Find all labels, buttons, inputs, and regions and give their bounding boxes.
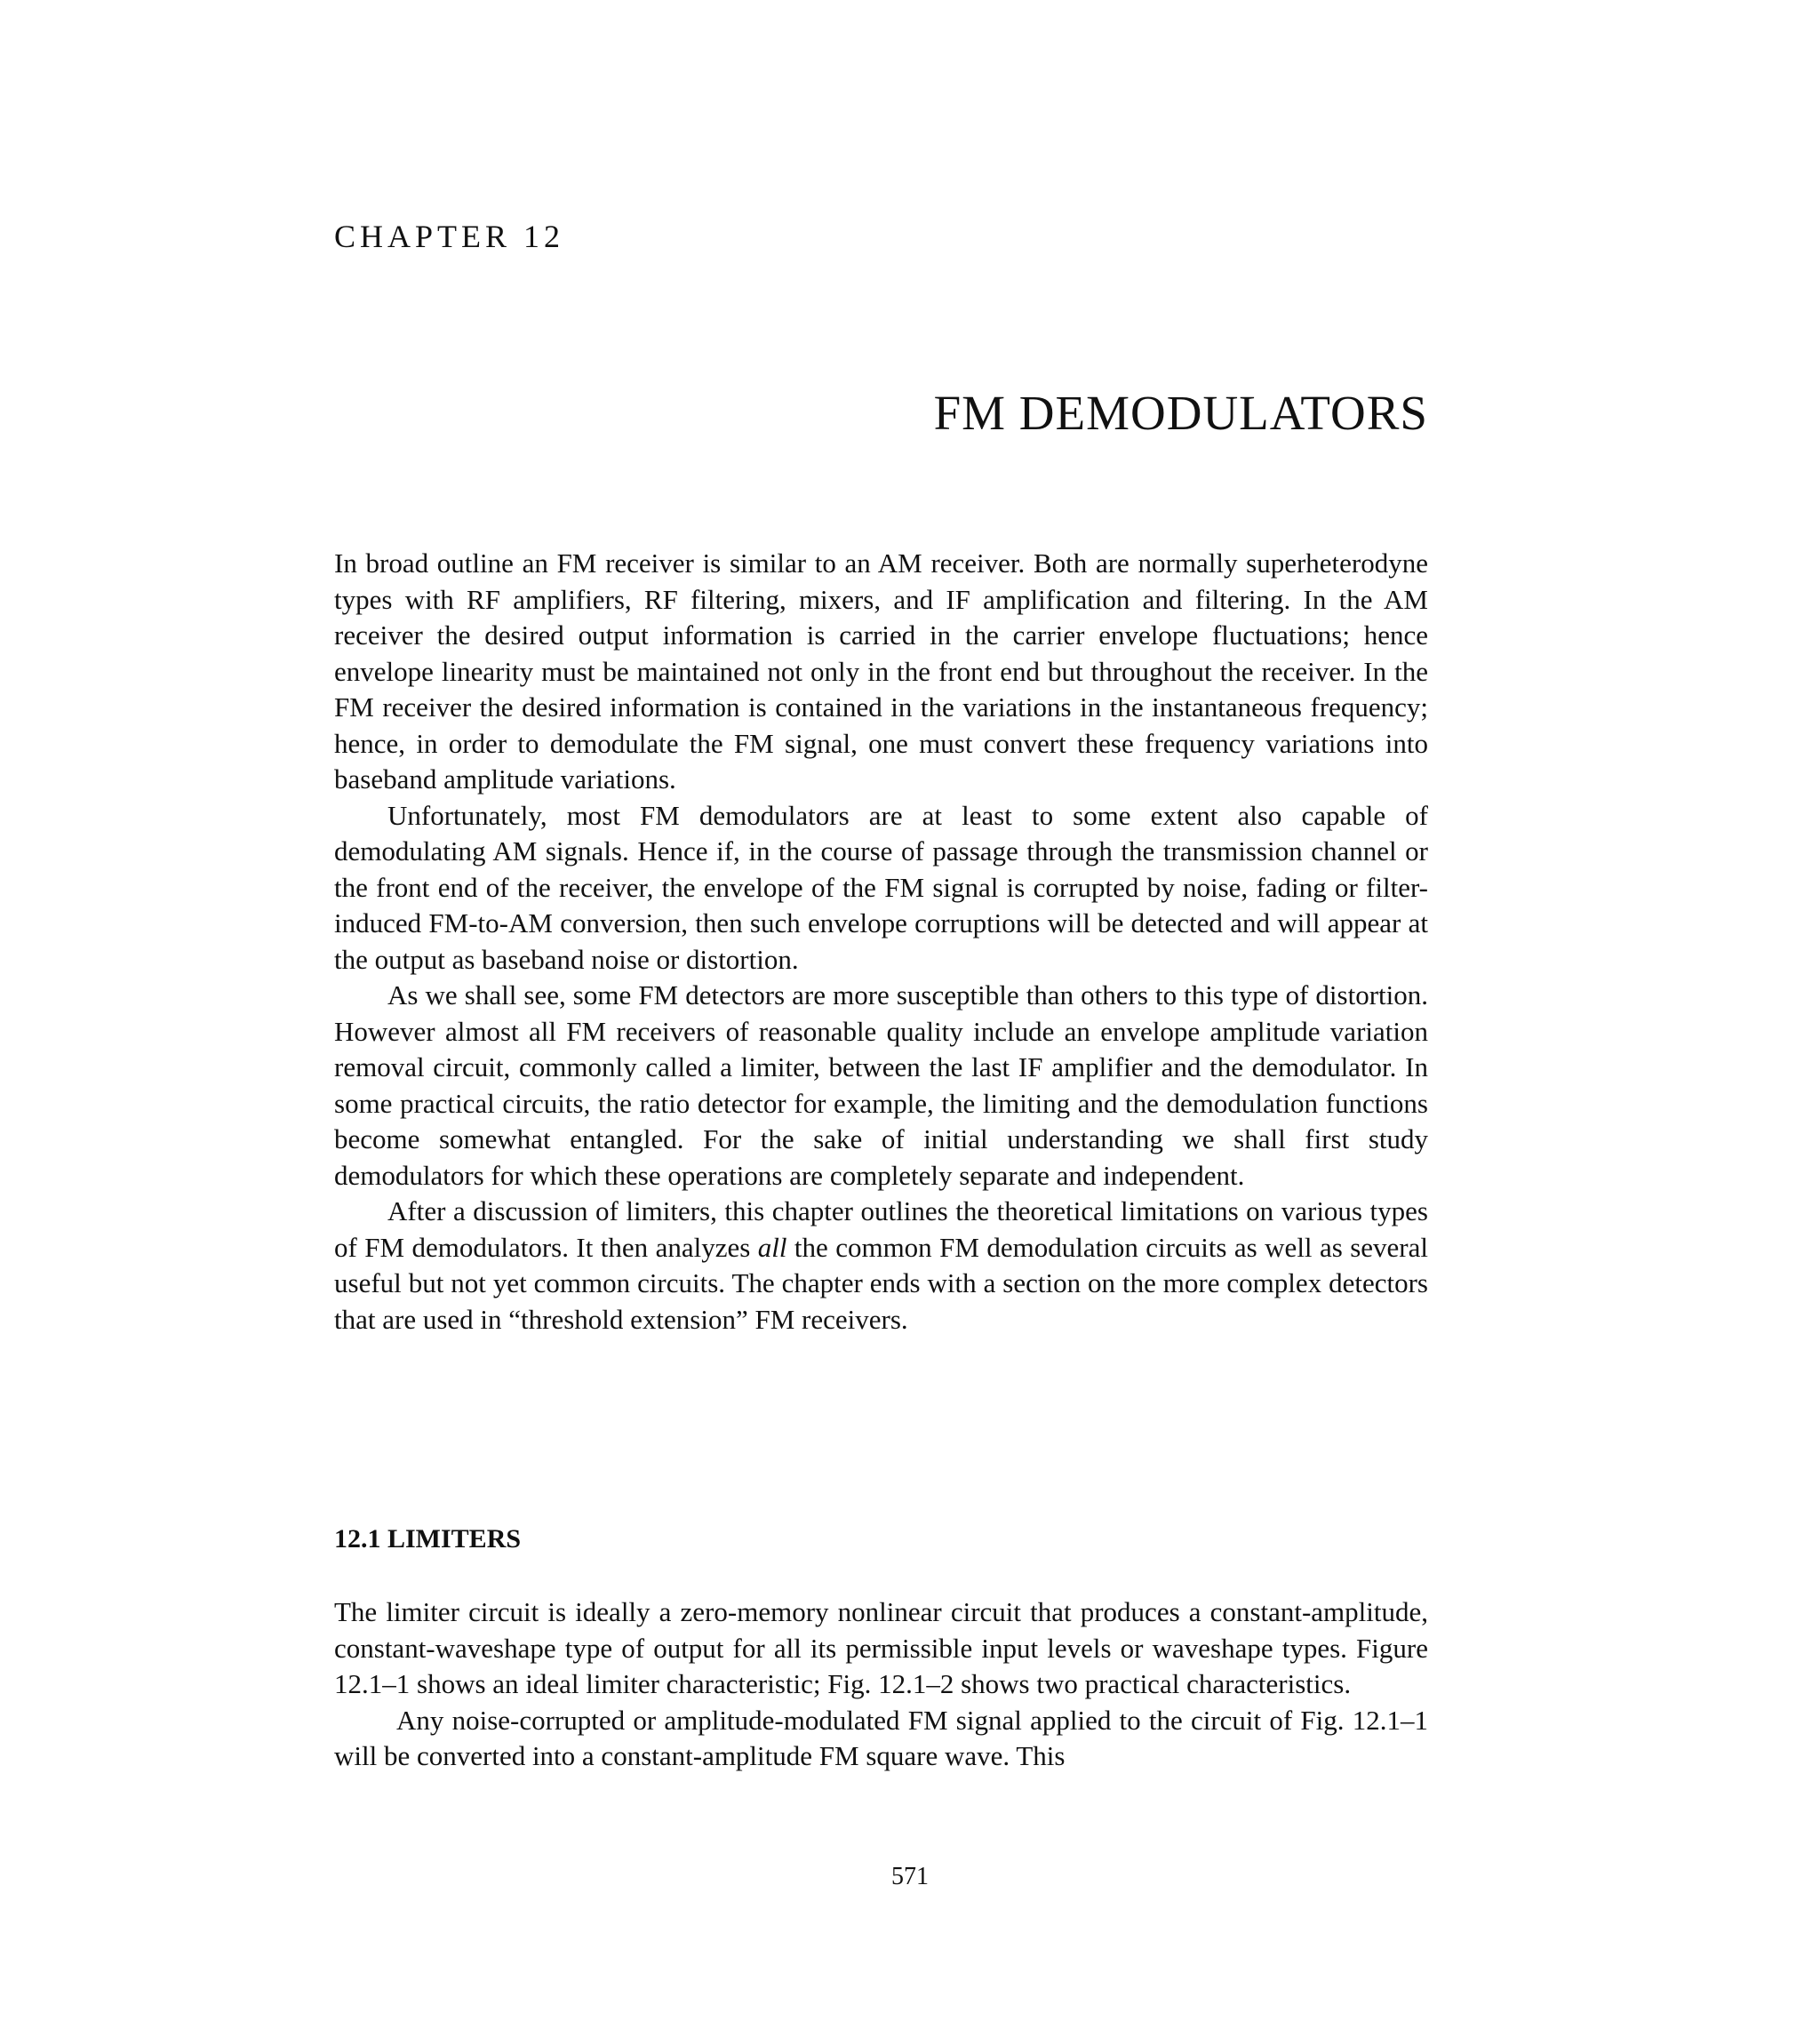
chapter-label: CHAPTER 12 bbox=[334, 219, 565, 254]
paragraph bbox=[334, 1194, 1428, 1338]
paragraph: In broad outline an FM receiver is similar to an AM receiver. Both are normally superheterodyne types with RF amplifiers, RF filtering, mixers, and IF amplification and filtering. In the AM receiver the desired output information is carried in the carrier envelope fluctuations; hence envelope linearity must be maintained not only in the front end but throughout the receiver. In the FM receiver the desired information is contained in the variations in the instantaneous frequency; hence, in order to demodulate the FM signal, one must convert these frequency variations into baseband amplitude variations. bbox=[334, 547, 1428, 795]
intro-text bbox=[334, 546, 1428, 1338]
page-number: 571 bbox=[891, 1863, 929, 1890]
paragraph: As we shall see, some FM detectors are more susceptible than others to this type of distortion. However almost all FM receivers of reasonable quality include an envelope amplitude variation removal circuit, commonly called a limiter, between the last IF amplifier and the demodulator. In some practical circuits, the ratio detector for example, the limiting and the demodulation functions become somewhat entangled. For the sake of initial understanding we shall first study demodulators for which these operations are completely separate and independent. bbox=[334, 979, 1428, 1191]
paragraph: Unfortunately, most FM demodulators are at least to some extent also capable of demodulating AM signals. Hence if, in the course of passage through the transmission channel or the front end of the receiver, the envelope of the FM signal is corrupted by noise, fading or filter-induced FM-to-AM conversion, then such envelope corruptions will be detected and will appear at the output as baseband noise or distortion. bbox=[334, 799, 1428, 975]
chapter-title: FM DEMODULATORS bbox=[933, 386, 1428, 440]
section-heading: 12.1 LIMITERS bbox=[334, 1524, 522, 1554]
section-text bbox=[334, 1594, 1428, 1775]
paragraph-text: the common FM demodulation circuits as well as several useful but not yet common circuits. The chapter ends with a section on the more complex detectors that are used in “threshold extension” FM receivers. bbox=[334, 1231, 1429, 1335]
paragraph: Any noise-corrupted or amplitude-modulated FM signal applied to the circuit of Fig. 12.1–1 will be converted into a constant-amplitude FM square wave. This bbox=[334, 1704, 1428, 1771]
paragraph-text: After a discussion of limiters, this chapter outlines the theoretical limitations on various types of FM demodulators. It then analyzes bbox=[334, 1195, 1428, 1263]
paragraph: The limiter circuit is ideally a zero-memory nonlinear circuit that produces a constant-amplitude, constant-waveshape type of output for all its permissible input levels or waveshape types. Figure 12.1–1 shows an ideal limiter characteristic; Fig. 12.1–2 shows two practical characteristics. bbox=[334, 1596, 1428, 1699]
emphasis-text: all bbox=[757, 1231, 787, 1263]
